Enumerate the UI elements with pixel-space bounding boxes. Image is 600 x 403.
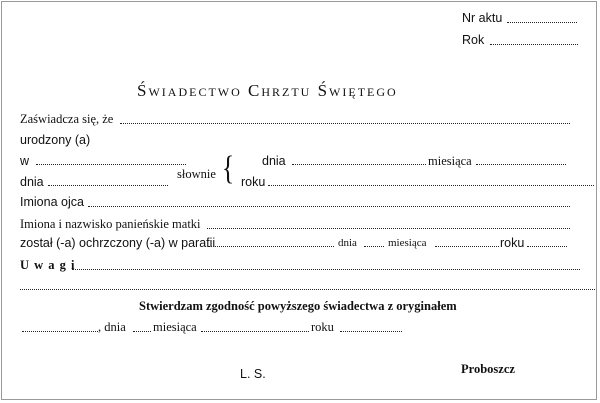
baptism-roku-field[interactable]: [527, 246, 567, 247]
slownie-miesiaca-field[interactable]: [476, 164, 566, 165]
baptism-miesiaca-field[interactable]: [435, 246, 499, 247]
slownie-label: słownie: [177, 167, 216, 181]
slownie-dnia-label: dnia: [262, 154, 286, 168]
baptism-roku-label: roku: [500, 236, 525, 250]
cert-miesiaca-field[interactable]: [201, 331, 309, 332]
proboszcz-label: Proboszcz: [461, 362, 515, 376]
parafia-field[interactable]: [208, 246, 334, 247]
baptism-dnia-field[interactable]: [364, 246, 384, 247]
ls-label: L. S.: [240, 367, 266, 381]
name-field[interactable]: [120, 123, 570, 124]
uwagi-field[interactable]: [72, 269, 580, 270]
slownie-miesiaca-label: miesiąca: [428, 154, 472, 168]
cert-place-field[interactable]: [22, 331, 98, 332]
cert-dnia-label: , dnia: [98, 320, 126, 334]
document-title: Świadectwo Chrztu Świętego: [137, 81, 398, 100]
rok-field[interactable]: [490, 44, 578, 45]
slownie-roku-field[interactable]: [268, 185, 594, 186]
nr-aktu-label: Nr aktu: [462, 11, 503, 25]
certificate-frame: [1, 1, 597, 400]
baptism-dnia-label: dnia: [338, 237, 357, 249]
imiona-ojca-field[interactable]: [88, 206, 570, 207]
cert-miesiaca-label: miesiąca: [153, 320, 197, 334]
baptism-miesiaca-label: miesiąca: [388, 237, 427, 249]
rok-label: Rok: [462, 33, 485, 47]
imiona-ojca-label: Imiona ojca: [20, 195, 84, 209]
slownie-roku-label: roku: [241, 175, 266, 189]
uwagi-label: U w a g i: [20, 258, 76, 272]
birth-day-field[interactable]: [48, 185, 168, 186]
cert-dnia-field[interactable]: [133, 331, 151, 332]
slownie-dnia-field[interactable]: [292, 164, 426, 165]
cert-roku-label: roku: [311, 320, 334, 334]
certification-statement: Stwierdzam zgodność powyższego świadectwa z oryginałem: [139, 299, 457, 313]
urodzony-label: urodzony (a): [20, 133, 91, 147]
birth-day-label: dnia: [20, 175, 44, 189]
uwagi-field-line2[interactable]: [20, 289, 595, 290]
birthplace-field[interactable]: [36, 164, 186, 165]
cert-roku-field[interactable]: [340, 331, 402, 332]
ochrzczony-label: został (-a) ochrzczony (-a) w parafii: [20, 236, 216, 250]
imiona-matki-field[interactable]: [207, 228, 570, 229]
brace-symbol: {: [222, 150, 235, 187]
birthplace-label: w: [20, 154, 30, 168]
imiona-matki-label: Imiona i nazwisko panieńskie matki: [20, 217, 201, 231]
zaswiadcza-label: Zaświadcza się, że: [20, 112, 114, 126]
nr-aktu-field[interactable]: [507, 22, 577, 23]
